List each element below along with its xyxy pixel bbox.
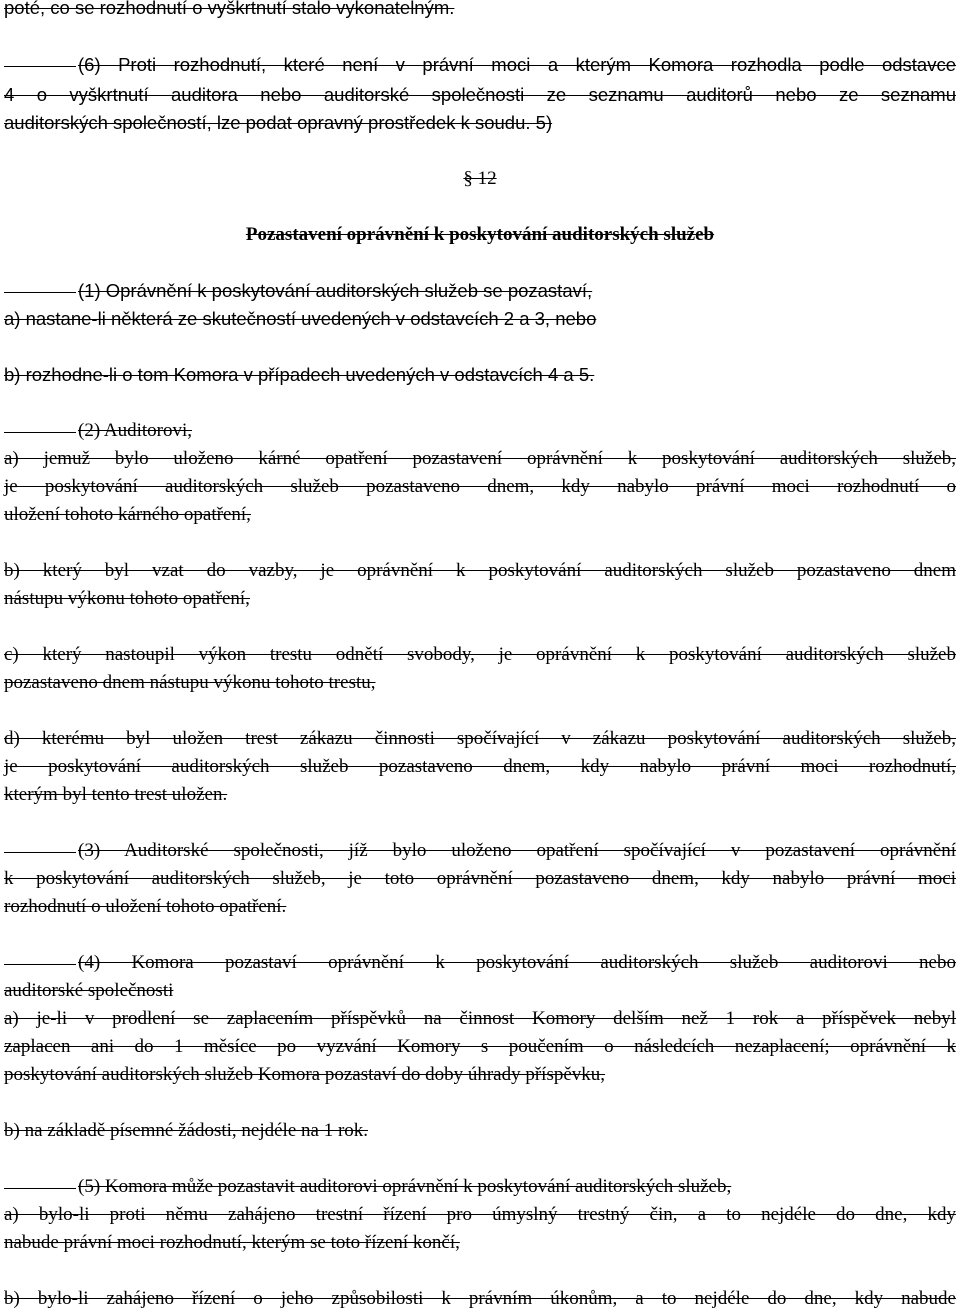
paragraph-2-item-c-line-2: pozastaveno dnem nástupu výkonu tohoto trestu, <box>4 672 376 693</box>
paragraph-1-item-a: a) nastane-li některá ze skutečností uvedených v odstavcích 2 a 3, nebo <box>4 308 597 329</box>
paragraph-6-line-2: 4 o vyškrtnutí auditora nebo auditorské společnosti ze seznamu auditorů nebo ze seznamu <box>4 84 956 105</box>
paragraph-2-item-b-line-1: b) který byl vzat do vazby, je oprávnění k poskytování auditorských služeb pozastaveno dnem <box>4 560 956 581</box>
paragraph-2-item-b-line-2: nástupu výkonu tohoto opatření, <box>4 588 250 609</box>
paragraph-1-item-b: b) rozhodne-li o tom Komora v případech uvedených v odstavcích 4 a 5. <box>4 364 595 385</box>
paragraph-4-line-1: (4) Komora pozastaví oprávnění k poskytování auditorských služeb auditorovi nebo <box>78 952 956 973</box>
paragraph-2-item-a-line-1: a) jemuž bylo uloženo kárné opatření pozastavení oprávnění k poskytování auditorských služeb, <box>4 448 956 469</box>
paragraph-2-item-c-line-1: c) který nastoupil výkon trestu odnětí svobody, je oprávnění k poskytování auditorských služeb <box>4 644 956 665</box>
paragraph-4-line-2: auditorské společnosti <box>4 980 174 1001</box>
paragraph-5-item-b-line-1: b) bylo-li zahájeno řízení o jeho způsobilosti k právním úkonům, a to nejdéle do dne, kdy nabude <box>4 1288 956 1309</box>
paragraph-2-item-a-line-2: je poskytování auditorských služeb pozastaveno dnem, kdy nabylo právní moci rozhodnutí o <box>4 476 956 497</box>
paragraph-2-item-d-line-3: kterým byl tento trest uložen. <box>4 784 228 805</box>
indent-leader <box>4 1188 76 1189</box>
paragraph-4-item-a-line-2: zaplacen ani do 1 měsíce po vyzvání Komory s poučením o následcích nezaplacení; oprávnění k <box>4 1036 956 1057</box>
paragraph-6-line-1: (6) Proti rozhodnutí, které není v právní moci a kterým Komora rozhodla podle odstavce <box>78 54 956 75</box>
text-line-1: poté, co se rozhodnutí o vyškrtnutí stalo vykonatelným. <box>4 0 455 18</box>
paragraph-6-line-3: auditorských společností, lze podat opravný prostředek k soudu. 5) <box>4 112 553 133</box>
indent-leader <box>4 432 76 433</box>
section-number: § 12 <box>463 168 497 189</box>
paragraph-2-item-d-line-1: d) kterému byl uložen trest zákazu činnosti spočívající v zákazu poskytování auditorských služeb, <box>4 728 956 749</box>
paragraph-4-item-a-line-3: poskytování auditorských služeb Komora pozastaví do doby úhrady příspěvku, <box>4 1064 606 1085</box>
paragraph-3-line-2: k poskytování auditorských služeb, je toto oprávnění pozastaveno dnem, kdy nabylo právní moci <box>4 868 956 889</box>
paragraph-2-item-d-line-2: je poskytování auditorských služeb pozastaveno dnem, kdy nabylo právní moci rozhodnutí, <box>4 756 956 777</box>
paragraph-2-item-a-line-3: uložení tohoto kárného opatření, <box>4 504 251 525</box>
paragraph-4-item-b: b) na základě písemné žádosti, nejdéle na 1 rok. <box>4 1120 369 1141</box>
paragraph-4-item-a-line-1: a) je-li v prodlení se zaplacením příspěvků na činnost Komory delším než 1 rok a příspěvek nebyl <box>4 1008 956 1029</box>
paragraph-5-item-a-line-2: nabude právní moci rozhodnutí, kterým se toto řízení končí, <box>4 1232 460 1253</box>
paragraph-1-intro: (1) Oprávnění k poskytování auditorských služeb se pozastaví, <box>78 280 593 301</box>
section-title: Pozastavení oprávnění k poskytování auditorských služeb <box>245 224 715 245</box>
paragraph-5-intro: (5) Komora může pozastavit auditorovi oprávnění k poskytování auditorských služeb, <box>78 1176 732 1197</box>
paragraph-2-intro: (2) Auditorovi, <box>78 420 192 441</box>
indent-leader <box>4 852 76 853</box>
paragraph-3-line-1: (3) Auditorské společnosti, jíž bylo uloženo opatření spočívající v pozastavení oprávnění <box>78 840 956 861</box>
paragraph-3-line-3: rozhodnutí o uložení tohoto opatření. <box>4 896 287 917</box>
indent-leader <box>4 66 76 67</box>
indent-leader <box>4 964 76 965</box>
indent-leader <box>4 292 76 293</box>
paragraph-5-item-a-line-1: a) bylo-li proti němu zahájeno trestní řízení pro úmyslný trestný čin, a to nejdéle do dne, kdy <box>4 1204 956 1225</box>
